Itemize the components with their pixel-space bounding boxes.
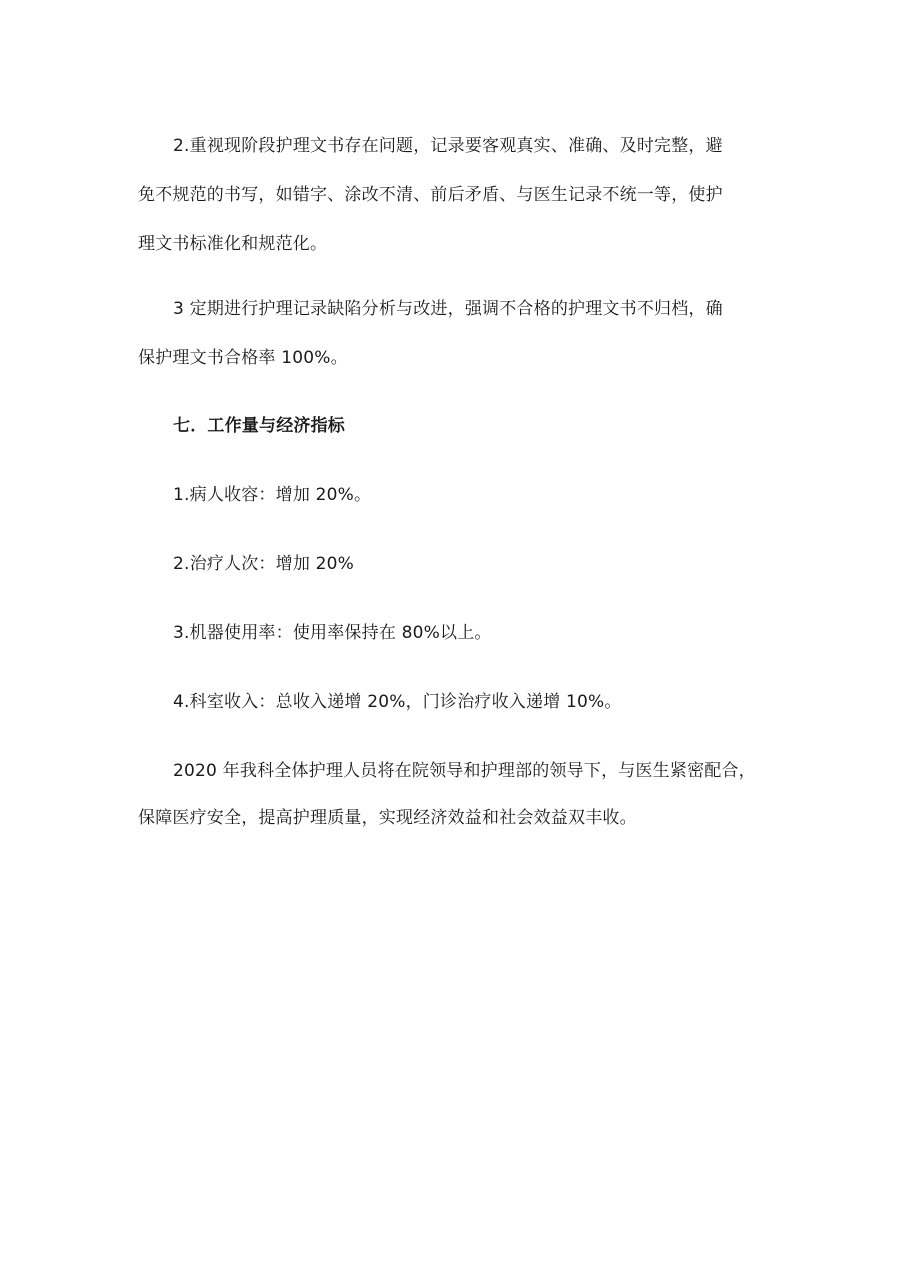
paragraph-2-line-1: 3 定期进行护理记录缺陷分析与改进，强调不合格的护理文书不归档，确 — [173, 299, 723, 319]
list-item: 2.治疗人次：增加 20% — [173, 554, 355, 574]
list-item: 1.病人收容：增加 20%。 — [173, 485, 372, 505]
paragraph-2-line-2: 保护理文书合格率 100%。 — [138, 348, 348, 368]
closing-paragraph-line-1: 2020 年我科全体护理人员将在院领导和护理部的领导下，与医生紧密配合， — [173, 761, 756, 781]
section-heading: 七．工作量与经济指标 — [173, 416, 345, 436]
paragraph-1-line-3: 理文书标准化和规范化。 — [138, 234, 328, 254]
closing-paragraph-line-2: 保障医疗安全，提高护理质量，实现经济效益和社会效益双丰收。 — [138, 808, 637, 828]
paragraph-1-line-2: 免不规范的书写，如错字、涂改不清、前后矛盾、与医生记录不统一等，使护 — [138, 185, 723, 205]
list-item: 3.机器使用率：使用率保持在 80%以上。 — [173, 623, 492, 643]
paragraph-1-line-1: 2.重视现阶段护理文书存在问题，记录要客观真实、准确、及时完整，避 — [173, 136, 723, 156]
list-item: 4.科室收入：总收入递增 20%，门诊治疗收入递增 10%。 — [173, 692, 622, 712]
